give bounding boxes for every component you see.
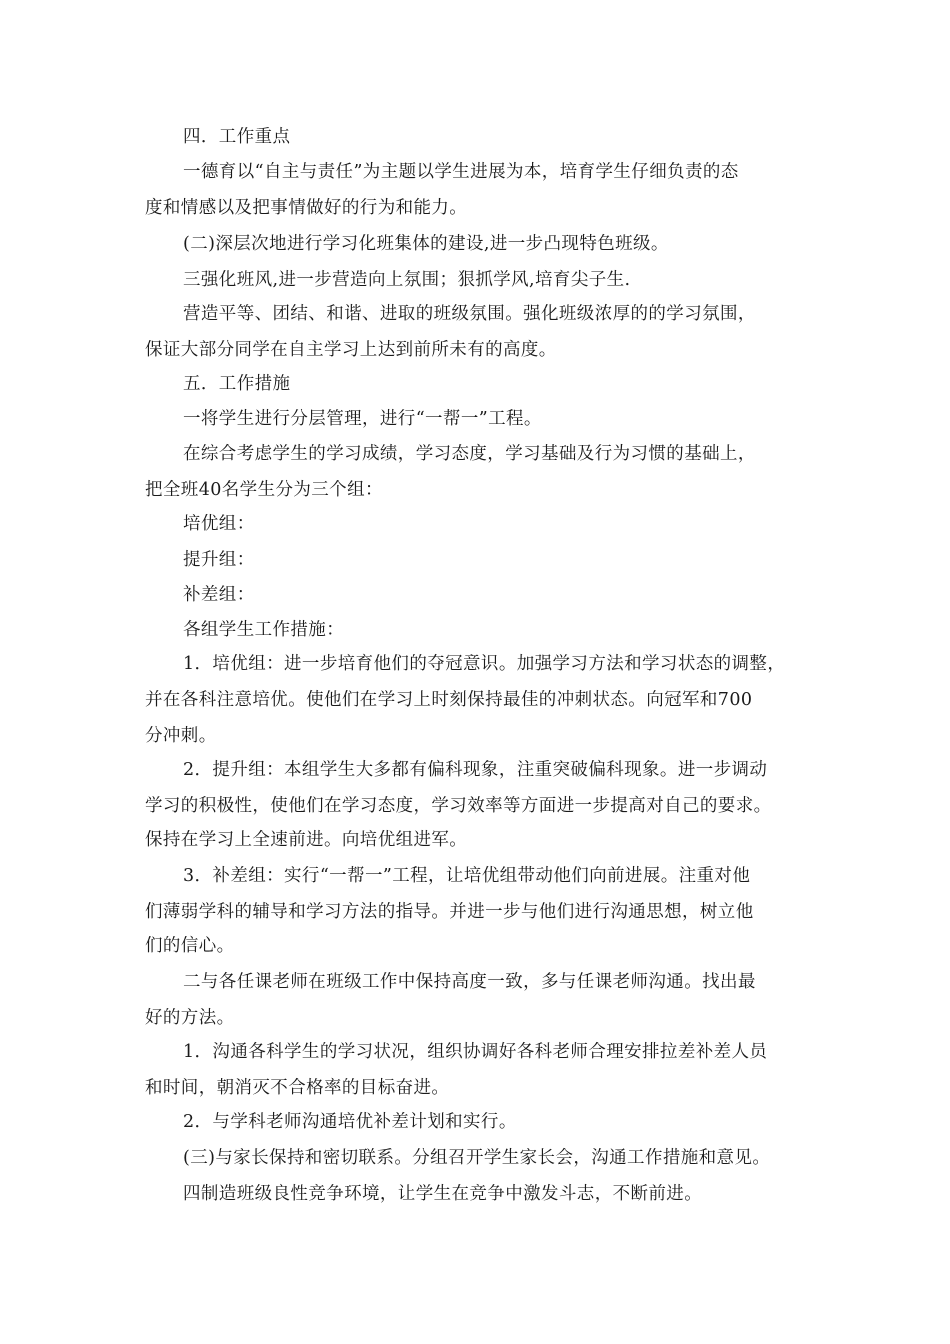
paragraph-line: 各组学生工作措施： [183,620,345,640]
list-item-line: 分冲刺。 [145,726,217,746]
list-item-line: 1．培优组：进一步培育他们的夺冠意识。加强学习方法和学习状态的调整， [183,654,786,674]
group-label-excellence: 培优组： [183,514,255,534]
list-item-line: 和时间，朝消灭不合格率的目标奋进。 [145,1078,450,1098]
paragraph-line: (三)与家长保持和密切联系。分组召开学生家长会，沟通工作措施和意见。 [183,1148,771,1168]
paragraph-line: 四制造班级良性竞争环境，让学生在竞争中激发斗志，不断前进。 [183,1184,703,1204]
paragraph-line: 把全班40名学生分为三个组： [145,480,383,500]
paragraph-line: 二与各任课老师在班级工作中保持高度一致，多与任课老师沟通。找出最 [183,972,756,992]
list-item-line: 3．补差组：实行“一帮一”工程，让培优组带动他们向前进展。注重对他 [183,866,751,886]
list-item-line: 1．沟通各科学生的学习状况，组织协调好各科老师合理安排拉差补差人员 [183,1042,768,1062]
list-item-line: 学习的积极性，使他们在学习态度，学习效率等方面进一步提高对自己的要求。 [145,796,772,816]
paragraph-line: 在综合考虑学生的学习成绩，学习态度，学习基础及行为习惯的基础上， [183,444,756,464]
paragraph-line: (二)深层次地进行学习化班集体的建设,进一步凸现特色班级。 [183,234,669,254]
group-label-remedial: 补差组： [183,585,255,605]
list-item-line: 保持在学习上全速前进。向培优组进军。 [145,830,468,850]
list-item-line: 2．与学科老师沟通培优补差计划和实行。 [183,1112,517,1132]
paragraph-line: 营造平等、团结、和谐、进取的班级氛围。强化班级浓厚的的学习氛围， [183,304,756,324]
list-item-line: 2．提升组：本组学生大多都有偏科现象，注重突破偏科现象。进一步调动 [183,760,768,780]
section-heading-work-measures: 五．工作措施 [183,374,291,394]
paragraph-line: 一德育以“自主与责任”为主题以学生进展为本，培育学生仔细负责的态 [183,162,739,182]
paragraph-line: 好的方法。 [145,1008,235,1028]
paragraph-line: 一将学生进行分层管理，进行“一帮一”工程。 [183,409,542,429]
paragraph-line: 三强化班风,进一步营造向上氛围；狠抓学风,培育尖子生. [183,270,631,290]
list-item-line: 并在各科注意培优。使他们在学习上时刻保持最佳的冲刺状态。向冠军和700 [145,690,753,710]
section-heading-work-focus: 四．工作重点 [183,127,291,147]
paragraph-line: 保证大部分同学在自主学习上达到前所未有的高度。 [145,340,557,360]
list-item-line: 们的信心。 [145,936,235,956]
group-label-improvement: 提升组： [183,550,255,570]
paragraph-line: 度和情感以及把事情做好的行为和能力。 [145,198,468,218]
list-item-line: 们薄弱学科的辅导和学习方法的指导。并进一步与他们进行沟通思想，树立他 [145,902,754,922]
